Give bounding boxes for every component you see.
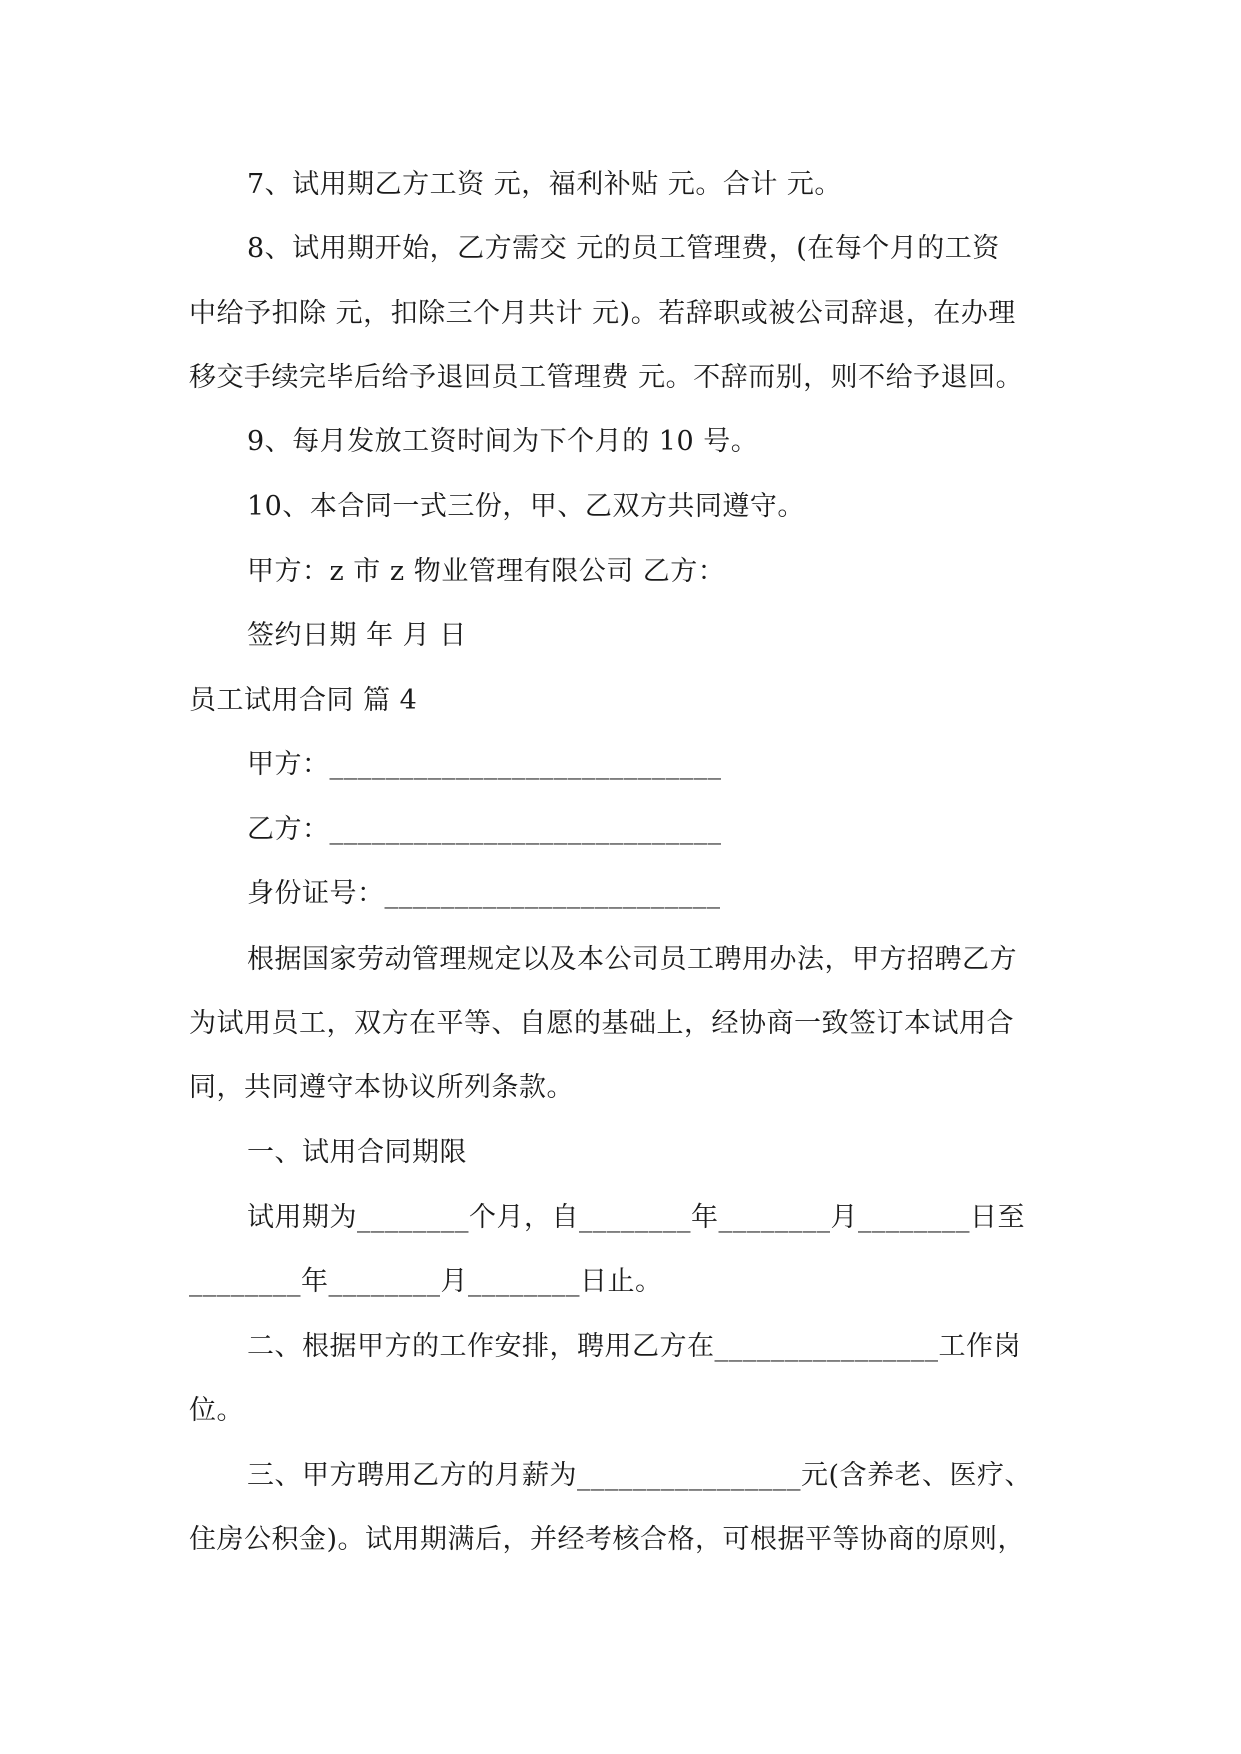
paragraph-line: 移交手续完毕后给予退回员工管理费 元。不辞而别，则不给予退回。: [189, 362, 1024, 393]
paragraph-line: 位。: [189, 1395, 244, 1426]
id-number-field: 身份证号：________________________: [247, 878, 721, 909]
signature-line: 甲方：z 市 z 物业管理有限公司 乙方：: [247, 556, 726, 587]
clause-heading: 一、试用合同期限: [247, 1137, 467, 1168]
paragraph-line: 试用期为________个月，自________年________月________日至: [247, 1202, 1025, 1233]
paragraph-line: 住房公积金)。试用期满后，并经考核合格，可根据平等协商的原则，: [189, 1524, 1026, 1555]
paragraph-line: 7、试用期乙方工资 元，福利补贴 元。合计 元。: [247, 169, 842, 200]
paragraph-line: 根据国家劳动管理规定以及本公司员工聘用办法，甲方招聘乙方: [247, 944, 1017, 975]
paragraph-line: 三、甲方聘用乙方的月薪为________________元(含养老、医疗、: [247, 1460, 1033, 1491]
paragraph-line: 同，共同遵守本协议所列条款。: [189, 1072, 574, 1103]
paragraph-line: 二、根据甲方的工作安排，聘用乙方在________________工作岗: [247, 1331, 1021, 1362]
sign-date-line: 签约日期 年 月 日: [247, 620, 467, 651]
paragraph-line: 8、试用期开始，乙方需交 元的员工管理费，(在每个月的工资: [247, 233, 1000, 264]
paragraph-line: 中给予扣除 元，扣除三个月共计 元)。若辞职或被公司辞退，在办理: [189, 298, 1016, 329]
party-a-field: 甲方：____________________________: [247, 749, 722, 780]
party-b-field: 乙方：____________________________: [247, 814, 722, 845]
paragraph-line: 9、每月发放工资时间为下个月的 10 号。: [247, 426, 759, 457]
section-heading: 员工试用合同 篇 4: [189, 685, 418, 716]
paragraph-line: 10、本合同一式三份，甲、乙双方共同遵守。: [247, 491, 805, 522]
paragraph-line: 为试用员工，双方在平等、自愿的基础上，经协商一致签订本试用合: [189, 1008, 1014, 1039]
paragraph-line: ________年________月________日止。: [189, 1266, 663, 1297]
